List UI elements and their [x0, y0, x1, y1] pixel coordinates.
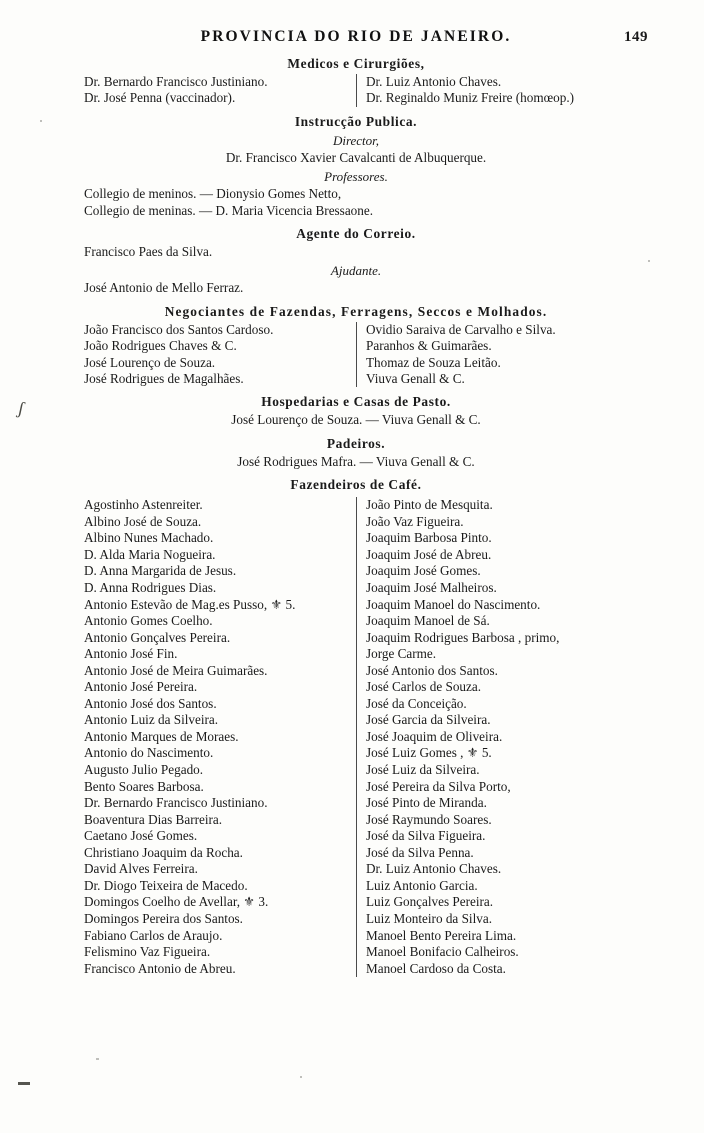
list-item: Antonio José Fin. — [84, 646, 178, 662]
list-item: Collegio de meninos. — Dionysio Gomes Netto, — [84, 186, 342, 202]
section-heading-negociantes: Negociantes de Fazendas, Ferragens, Seccos e Molhados. — [164, 303, 548, 319]
fazendeiros-right-column — [356, 497, 642, 977]
list-item: Albino Nunes Machado. — [84, 530, 214, 546]
list-item: José Lourenço de Souza. — [84, 354, 216, 370]
list-item: Luiz Monteiro da Silva. — [366, 910, 492, 926]
list-item: Joaquim Barbosa Pinto. — [366, 530, 492, 546]
list-item: Paranhos & Guimarães. — [366, 338, 492, 354]
list-item: D. Anna Margarida de Jesus. — [84, 563, 237, 579]
list-item: João Francisco dos Santos Cardoso. — [84, 321, 274, 337]
negociantes-right-column — [356, 322, 642, 388]
medicos-columns — [70, 74, 642, 107]
list-item: José Lourenço de Souza. — Viuva Genall & C. — [231, 412, 481, 428]
scan-speck — [300, 1076, 302, 1078]
list-item: Augusto Julio Pegado. — [84, 762, 204, 778]
list-item: Francisco Paes da Silva. — [84, 244, 213, 260]
list-item: Antonio do Nascimento. — [84, 745, 214, 761]
column-rule — [356, 497, 357, 977]
list-item: João Rodrigues Chaves & C. — [84, 338, 237, 354]
column-rule — [356, 74, 357, 107]
list-item: Caetano José Gomes. — [84, 828, 198, 844]
page-title: PROVINCIA DO RIO DE JANEIRO. — [200, 28, 512, 45]
scan-speck — [648, 260, 650, 262]
list-item: Dr. José Penna (vaccinador). — [84, 90, 236, 106]
list-item: Antonio Luiz da Silveira. — [84, 712, 219, 728]
list-item: Felismino Vaz Figueira. — [84, 944, 211, 960]
margin-dash-mark — [18, 1082, 30, 1085]
list-item: Viuva Genall & C. — [366, 371, 465, 387]
list-item: Antonio José dos Santos. — [84, 695, 217, 711]
list-item: Antonio José de Meira Guimarães. — [84, 662, 268, 678]
list-item: José Rodrigues Mafra. — Viuva Genall & C. — [237, 453, 475, 469]
list-item: Bento Soares Barbosa. — [84, 778, 204, 794]
list-item: Antonio Gomes Coelho. — [84, 613, 213, 629]
list-item: Thomaz de Souza Leitão. — [366, 354, 501, 370]
list-item: Manoel Bento Pereira Lima. — [366, 927, 517, 943]
section-heading-instruccao: Instrucção Publica. — [294, 113, 418, 129]
list-item: Agostinho Astenreiter. — [84, 497, 203, 513]
list-item: José Rodrigues de Magalhães. — [84, 371, 244, 387]
list-item: José Raymundo Soares. — [366, 811, 492, 827]
list-item: José Pereira da Silva Porto, — [366, 778, 511, 794]
list-item: Collegio de meninas. — D. Maria Vicencia Bressaone. — [84, 202, 374, 218]
list-item: Joaquim Manoel do Nascimento. — [366, 596, 541, 612]
list-item: Christiano Joaquim da Rocha. — [84, 844, 243, 860]
section-heading-padeiros: Padeiros. — [326, 435, 386, 451]
list-item: José da Silva Figueira. — [366, 828, 486, 844]
list-item: José Pinto de Miranda. — [366, 795, 487, 811]
list-item: Domingos Pereira dos Santos. — [84, 910, 243, 926]
list-item: Dr. Luiz Antonio Chaves. — [366, 74, 502, 89]
subheading-ajudante: Ajudante. — [330, 263, 382, 279]
list-item: Dr. Reginaldo Muniz Freire (homœop.) — [366, 90, 575, 106]
list-item: Luiz Gonçalves Pereira. — [366, 894, 494, 910]
scan-speck — [96, 1058, 99, 1060]
list-item: Ovidio Saraiva de Carvalho e Silva. — [366, 321, 556, 337]
medicos-right-column — [356, 74, 642, 107]
negociantes-columns — [70, 322, 642, 388]
list-item: Joaquim José Gomes. — [366, 563, 481, 579]
list-item: Antonio Marques de Moraes. — [84, 728, 239, 744]
list-item: Antonio Gonçalves Pereira. — [84, 629, 231, 645]
list-item: Dr. Bernardo Francisco Justiniano. — [84, 795, 268, 811]
list-item: Antonio José Pereira. — [84, 679, 198, 695]
section-heading-medicos: Medicos e Cirurgiões, — [287, 56, 425, 71]
list-item: João Pinto de Mesquita. — [366, 497, 493, 513]
list-item: José Carlos de Souza. — [366, 679, 482, 695]
scan-speck — [40, 120, 42, 122]
list-item: Dr. Francisco Xavier Cavalcanti de Albuquerque. — [225, 149, 487, 165]
list-item: Luiz Antonio Garcia. — [366, 877, 478, 893]
list-item: José da Silva Penna. — [366, 844, 474, 860]
list-item: João Vaz Figueira. — [366, 513, 464, 529]
list-item: José Antonio de Mello Ferraz. — [84, 280, 244, 296]
list-item: José da Conceição. — [366, 695, 467, 711]
list-item: D. Alda Maria Nogueira. — [84, 546, 216, 562]
list-item: Manoel Cardoso da Costa. — [366, 960, 506, 976]
page-content — [70, 28, 648, 977]
list-item: Boaventura Dias Barreira. — [84, 811, 223, 827]
fazendeiros-left-column — [70, 497, 356, 977]
list-item: Joaquim Rodrigues Barbosa , primo, — [366, 629, 560, 645]
list-item: José Luiz Gomes , ⚜ 5. — [366, 745, 492, 761]
margin-ink-mark: ʃ — [16, 397, 27, 419]
list-item: Francisco Antonio de Abreu. — [84, 960, 236, 976]
list-item: Joaquim José de Abreu. — [366, 546, 492, 562]
list-item: José Garcia da Silveira. — [366, 712, 491, 728]
list-item: José Luiz da Silveira. — [366, 762, 480, 778]
list-item: Dr. Luiz Antonio Chaves. — [366, 861, 502, 877]
section-heading-agente-correio: Agente do Correio. — [296, 226, 416, 242]
section-heading-fazendeiros: Fazendeiros de Café. — [290, 477, 422, 493]
list-item: Domingos Coelho de Avellar, ⚜ 3. — [84, 894, 269, 910]
list-item: Joaquim Manoel de Sá. — [366, 613, 490, 629]
medicos-left-column — [70, 74, 356, 107]
list-item: Dr. Bernardo Francisco Justiniano. — [84, 74, 268, 89]
list-item: Joaquim José Malheiros. — [366, 580, 497, 596]
fazendeiros-columns — [70, 497, 642, 977]
subheading-director: Director, — [332, 132, 380, 148]
section-heading-hospedarias: Hospedarias e Casas de Pasto. — [261, 394, 451, 410]
list-item: Jorge Carme. — [366, 646, 437, 662]
list-item: D. Anna Rodrigues Dias. — [84, 580, 217, 596]
list-item: Fabiano Carlos de Araujo. — [84, 927, 223, 943]
list-item: Dr. Diogo Teixeira de Macedo. — [84, 877, 248, 893]
negociantes-left-column — [70, 322, 356, 388]
list-item: Manoel Bonifacio Calheiros. — [366, 944, 519, 960]
list-item: José Joaquim de Oliveira. — [366, 728, 503, 744]
column-rule — [356, 322, 357, 388]
running-head — [70, 28, 648, 46]
list-item: Antonio Estevão de Mag.es Pusso, ⚜ 5. — [84, 596, 296, 612]
list-item: José Antonio dos Santos. — [366, 662, 498, 678]
page-number: 149 — [624, 29, 648, 45]
list-item: David Alves Ferreira. — [84, 861, 198, 877]
subheading-professores: Professores. — [324, 169, 388, 185]
list-item: Albino José de Souza. — [84, 513, 202, 529]
